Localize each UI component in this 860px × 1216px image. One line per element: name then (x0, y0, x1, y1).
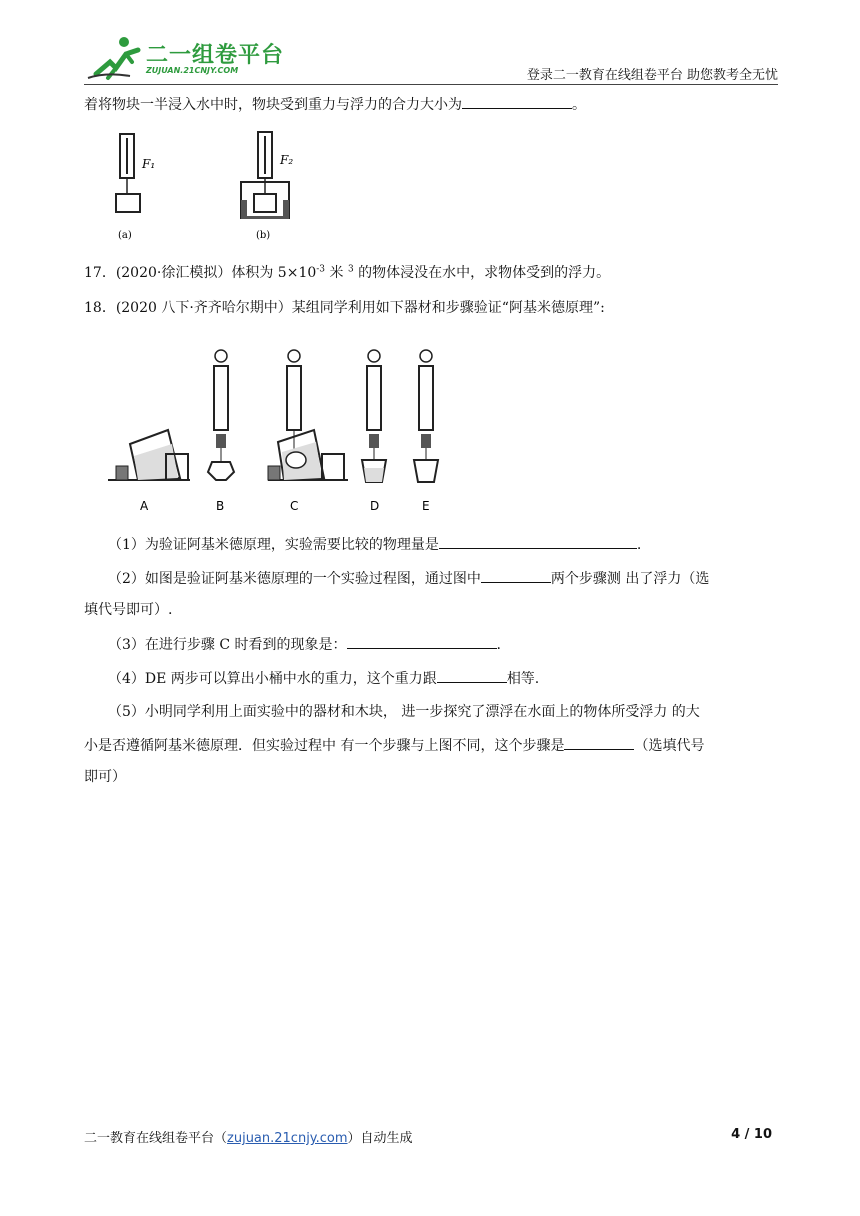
sub-question-2 (108, 567, 709, 590)
label-f1: F₁ (142, 157, 156, 171)
question-17 (84, 262, 610, 284)
figure-label-d: D (370, 499, 380, 513)
question-16-tail (84, 93, 586, 116)
figure-label-a: A (140, 499, 149, 513)
answer-blank (347, 633, 497, 649)
answer-blank (481, 567, 551, 583)
sub-question-2-continued: 填代号即可）. (84, 602, 173, 618)
sub-question-1-end: . (636, 537, 642, 553)
answer-blank (564, 734, 634, 750)
sub-question-3-end: . (496, 637, 501, 653)
spring-scale-diagram (100, 128, 320, 248)
footer-source (84, 1127, 413, 1146)
label-f2: F₂ (280, 153, 294, 167)
caption-a: (a) (118, 230, 132, 241)
question-18: 18．(2020 八下·齐齐哈尔期中）某组同学利用如下器材和步骤验证“阿基米德原理”: (84, 300, 605, 316)
sub-question-5-line-2 (84, 734, 704, 757)
question-16-end: 。 (572, 97, 586, 113)
caption-b: (b) (256, 230, 271, 241)
question-16-text: 着将物块一半浸入水中时，物块受到重力与浮力的合力大小为 (84, 97, 462, 113)
archimedes-experiment-figure (108, 338, 458, 518)
answer-blank (437, 667, 507, 683)
footer-prefix: 二一教育在线组卷平台（ (84, 1131, 228, 1146)
logo-text: 二一组卷平台 (146, 43, 285, 68)
figure-label-e: E (422, 499, 430, 513)
sub-question-1-text: （1）为验证阿基米德原理，实验需要比较的物理量是 (108, 537, 439, 553)
sub-question-3-text: （3）在进行步骤 C 时看到的现象是： (108, 637, 347, 653)
exponent-2: 3 (347, 264, 354, 275)
footer-link[interactable]: zujuan.21cnjy.com (227, 1131, 348, 1146)
question-17-text-before: 17．(2020·徐汇模拟）体积为 5×10 (84, 265, 317, 281)
sub-question-5-line-3: 即可） (84, 769, 126, 785)
header-divider (84, 84, 778, 85)
question-17-text-mid: 米 (325, 265, 348, 281)
sub-question-5-line-2-text: 小是否遵循阿基米德原理．但实验过程中 有一个步骤与上图不同，这个步骤是 (84, 738, 565, 754)
logo-subtext: ZUJUAN.21CNJY.COM (146, 66, 239, 75)
sub-question-4 (108, 667, 539, 690)
spring-scale-figure (100, 128, 320, 248)
exponent-1: -3 (316, 264, 326, 275)
sub-question-5-line-1: （5）小明同学利用上面实验中的器材和木块， 进一步探究了漂浮在水面上的物体所受浮力 的大 (108, 704, 700, 720)
sub-question-4-end: 相等. (506, 671, 540, 687)
experiment-diagram (108, 338, 458, 518)
question-17-text-after: 的物体浸没在水中，求物体受到的浮力。 (353, 265, 611, 281)
sub-question-3 (108, 633, 501, 656)
sub-question-5-line-2-end: （选填代号 (634, 738, 705, 754)
answer-blank (439, 533, 637, 549)
figure-label-c: C (290, 499, 299, 513)
header-slogan: 登录二一教育在线组卷平台 助您教考全无忧 (526, 68, 778, 83)
runner-logo-icon (86, 32, 146, 82)
sub-question-2-text: （2）如图是验证阿基米德原理的一个实验过程图，通过图中 (108, 571, 481, 587)
sub-question-1 (108, 533, 641, 556)
sub-question-2-mid: 两个步骤测 出了浮力（选 (550, 571, 710, 587)
page-number: 4 / 10 (731, 1127, 772, 1142)
figure-label-b: B (216, 499, 225, 513)
footer-suffix: ）自动生成 (347, 1131, 413, 1146)
answer-blank (462, 93, 572, 109)
sub-question-4-text: （4）DE 两步可以算出小桶中水的重力，这个重力跟 (108, 671, 437, 687)
